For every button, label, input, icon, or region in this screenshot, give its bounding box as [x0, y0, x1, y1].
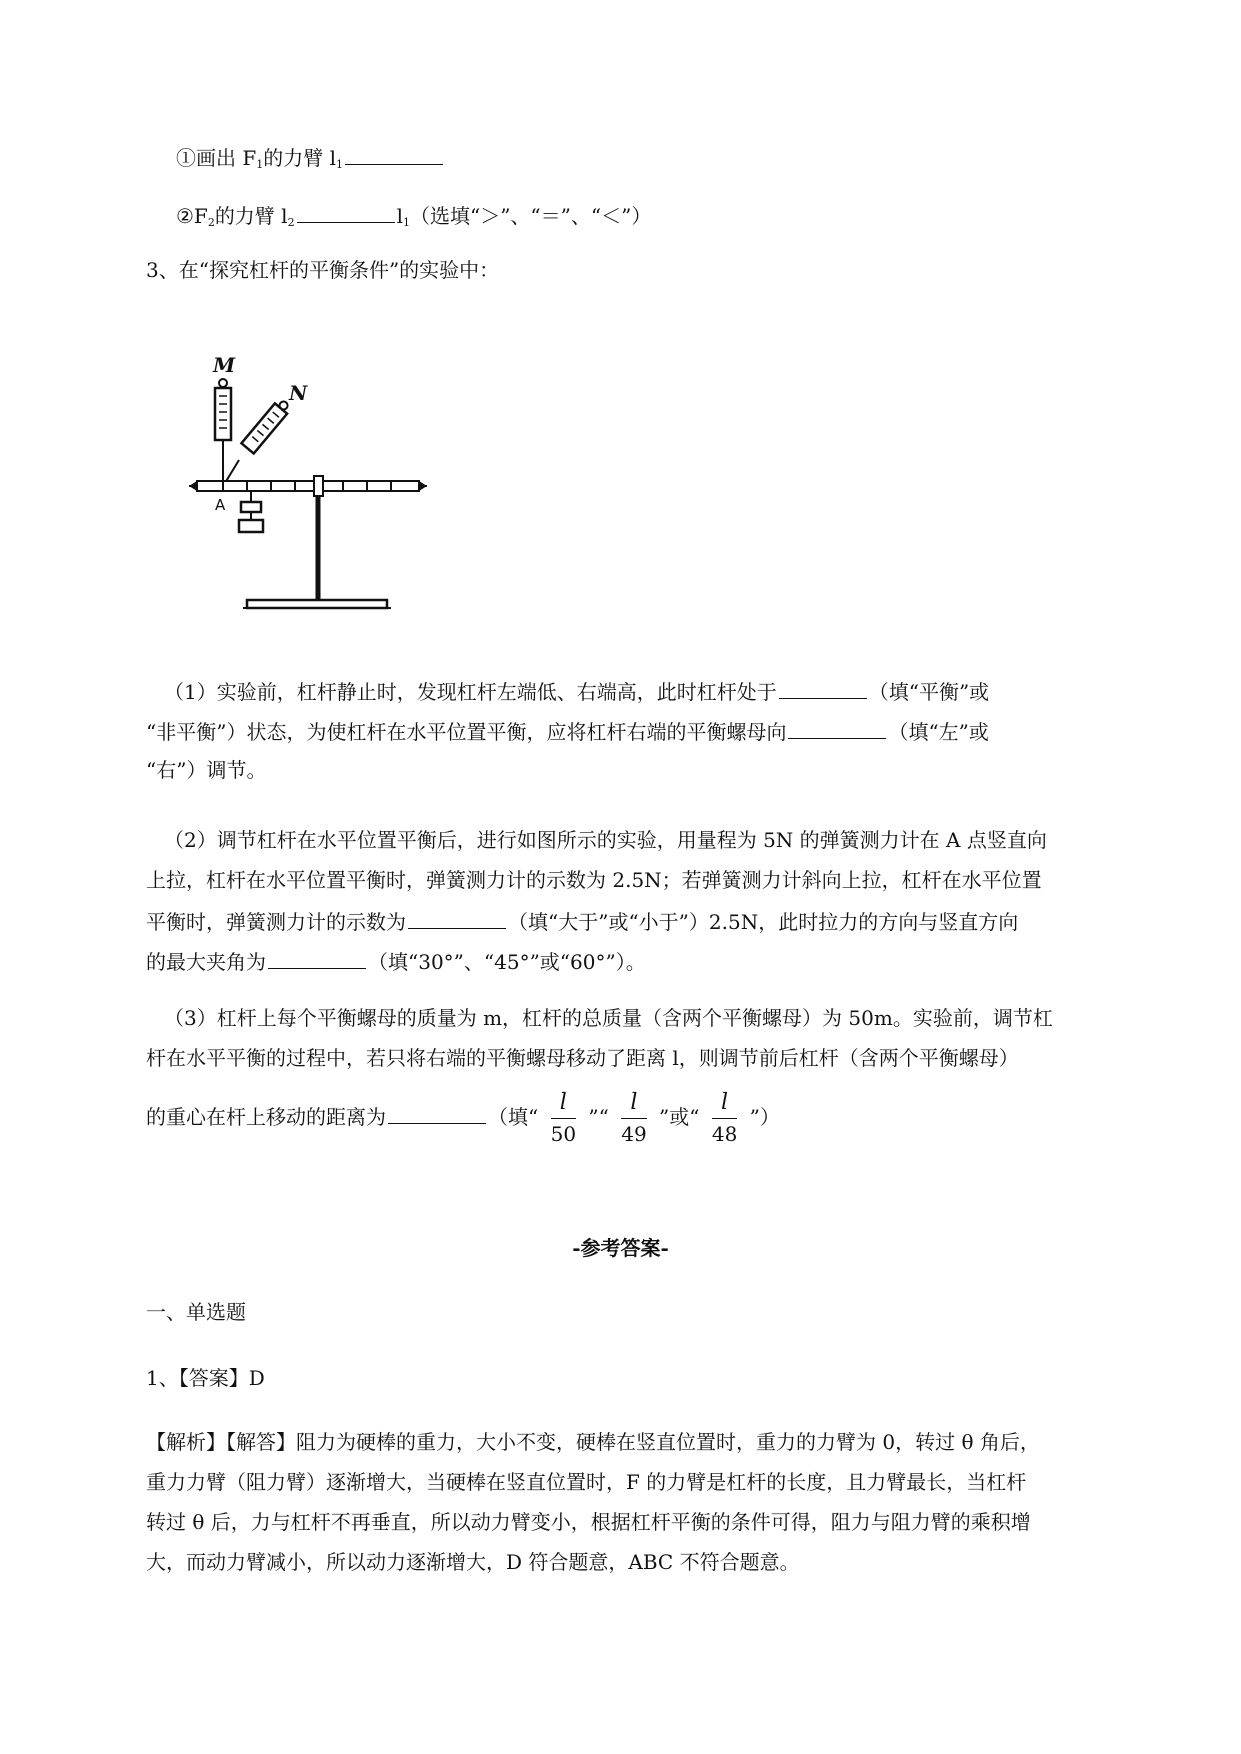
lever-bar	[189, 481, 427, 491]
answer-blank[interactable]	[779, 676, 867, 699]
part-3-line-3: 的重心在杆上移动的距离为 （填“ $\frac{l}{50}$ ”“ $\frac{l}{49}$ ”或“ $\frac{l}{48}$ ”）	[146, 1082, 780, 1154]
explanation-line-1: 【解析】【解答】阻力为硬棒的重力，大小不变，硬棒在竖直位置时，重力的力臂为 0，转过 θ 角后，	[146, 1430, 1040, 1454]
fraction-l-50: $\frac{l}{50}$	[550, 1090, 577, 1146]
sub-question-1: ①画出 $F_1$的力臂 $l_1$	[176, 142, 445, 179]
answer-blank[interactable]	[297, 200, 395, 223]
answer-1: 1、【答案】D	[146, 1366, 265, 1390]
label-n: N	[289, 381, 308, 405]
explanation-line-3: 转过 θ 后，力与杠杆不再垂直，所以动力臂变小，根据杠杆平衡的条件可得，阻力与阻力臂的乘积增	[146, 1510, 1031, 1534]
spring-scale-m	[215, 379, 231, 482]
section-single-choice: 一、单选题	[146, 1300, 246, 1324]
lever-experiment-figure	[185, 350, 435, 630]
lever-stand	[243, 476, 391, 608]
part-1-line-3: “右”）调节。	[146, 758, 267, 782]
part-2-line-4: 的最大夹角为 （填“30°”、“45°”或“60°”）。	[146, 946, 646, 976]
part-2-line-3: 平衡时，弹簧测力计的示数为 （填“大于”或“小于”）2.5N，此时拉力的方向与竖直方向	[146, 906, 1018, 936]
sub-question-2: $②F_2$的力臂 $l_2$ $l_1$（选填“＞”、“＝”、“＜”）	[176, 200, 651, 237]
answer-blank[interactable]	[388, 1101, 486, 1124]
answer-blank[interactable]	[268, 946, 366, 969]
label-a: A	[215, 496, 226, 514]
answer-blank[interactable]	[788, 716, 886, 739]
explanation-line-2: 重力力臂（阻力臂）逐渐增大，当硬棒在竖直位置时，F 的力臂是杠杆的长度，且力臂最长，当杠杆	[146, 1470, 1027, 1494]
part-1-line-2: “非平衡”）状态，为使杠杆在水平位置平衡，应将杠杆右端的平衡螺母向 （填“左”或	[146, 716, 989, 746]
part-3-line-1: （3）杠杆上每个平衡螺母的质量为 m，杠杆的总质量（含两个平衡螺母）为 50m。实验前，调节杠	[164, 1006, 1053, 1030]
label-m: M	[213, 353, 236, 377]
hanging-weights	[239, 491, 263, 532]
spring-scale-n	[241, 397, 292, 453]
part-2-line-1: （2）调节杠杆在水平位置平衡后，进行如图所示的实验，用量程为 5N 的弹簧测力计在 A 点竖直向	[164, 828, 1047, 852]
part-1-line-1: （1）实验前，杠杆静止时，发现杠杆左端低、右端高，此时杠杆处于 （填“平衡”或	[164, 676, 989, 706]
answer-blank[interactable]	[345, 142, 443, 165]
fraction-l-49: $\frac{l}{49}$	[621, 1090, 647, 1146]
part-2-line-2: 上拉，杠杆在水平位置平衡时，弹簧测力计的示数为 2.5N；若弹簧测力计斜向上拉，杠杆在水平位置	[146, 868, 1042, 892]
question-3-title: 3、在“探究杠杆的平衡条件”的实验中：	[146, 258, 500, 282]
explanation-line-4: 大，而动力臂减小，所以动力逐渐增大，D 符合题意，ABC 不符合题意。	[146, 1550, 800, 1574]
fraction-l-48: $\frac{l}{48}$	[711, 1090, 738, 1146]
answers-heading: -参考答案-	[572, 1236, 669, 1260]
part-3-line-2: 杆在水平平衡的过程中，若只将右端的平衡螺母移动了距离 l，则调节前后杠杆（含两个平衡螺母）	[146, 1046, 1019, 1070]
answer-blank[interactable]	[408, 906, 506, 929]
